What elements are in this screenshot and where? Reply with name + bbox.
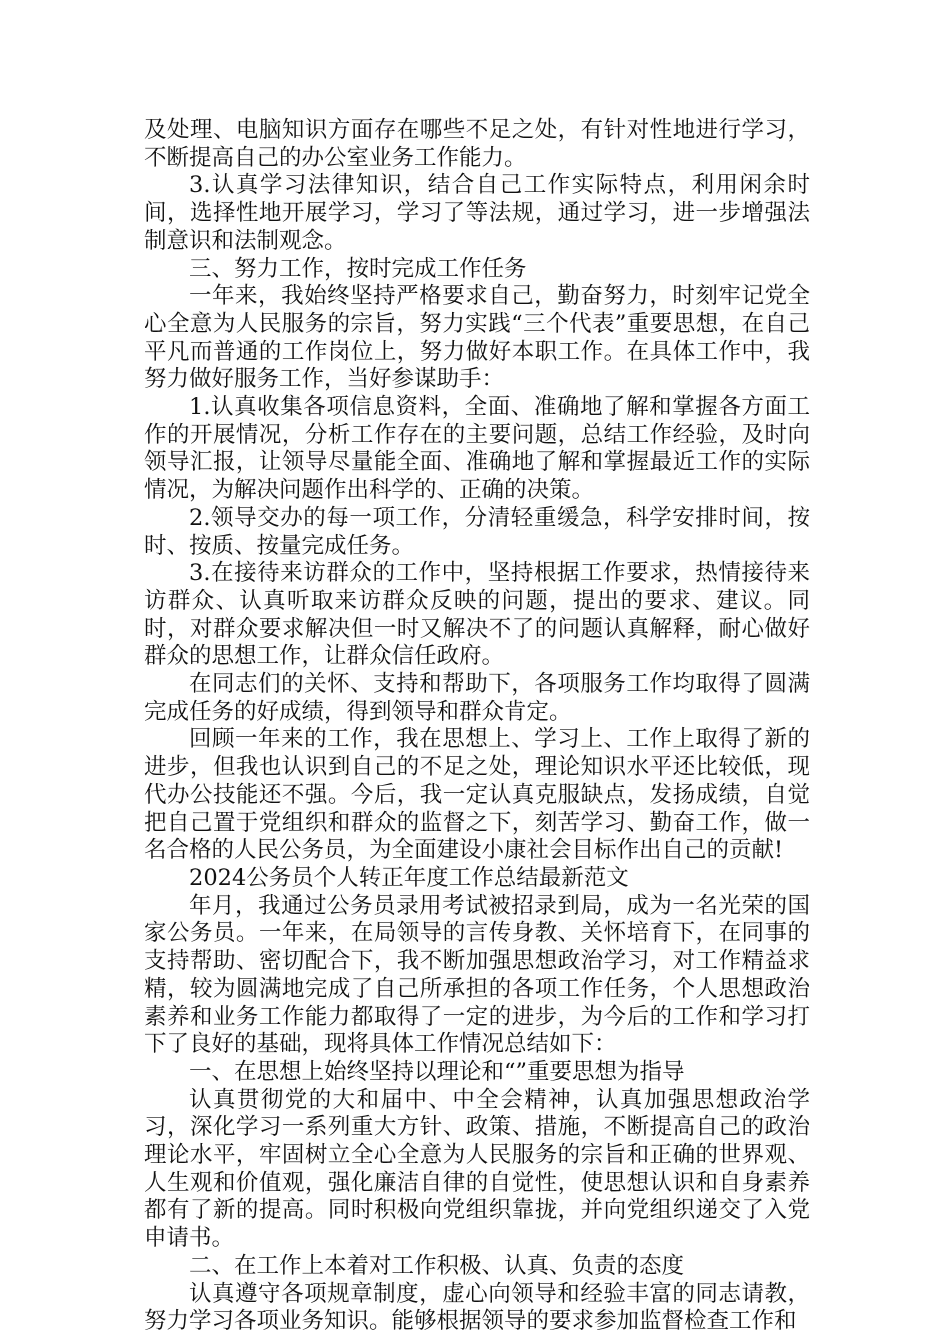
paragraph-intro: 年月，我通过公务员录用考试被招录到局，成为一名光荣的国家公务员。一年来，在局领导的言传身教、关怀培育下，在同事的支持帮助、密切配合下，我不断加强思想政治学习，对工作精益求精，较为圆满地完成了自己所承担的各项工作任务，个人思想政治素养和业务工作能力都取得了一定的进步，为今后的工作和学习打下了良好的基础，现将具体工作情况总结如下： — [144, 892, 810, 1058]
paragraph-item-1: 1.认真收集各项信息资料，全面、准确地了解和掌握各方面工作的开展情况，分析工作存在的主要问题，总结工作经验，及时向领导汇报，让领导尽量能全面、准确地了解和掌握最近工作的实际情况，为解决问题作出科学的、正确的决策。 — [144, 394, 810, 504]
article-title: 2024公务员个人转正年度工作总结最新范文 — [189, 864, 629, 891]
paragraph-law-study: 3.认真学习法律知识，结合自己工作实际特点，利用闲余时间，选择性地开展学习，学习了等法规，通过学习，进一步增强法制意识和法制观念。 — [144, 172, 810, 254]
paragraph-continuation: 及处理、电脑知识方面存在哪些不足之处，有针对性地进行学习，不断提高自己的办公室业务工作能力。 — [144, 117, 810, 171]
paragraph-item-2: 2.领导交办的每一项工作，分清轻重缓急，科学安排时间，按时、按质、按量完成任务。 — [144, 504, 810, 559]
paragraph-political-study: 认真贯彻党的大和届中、中全会精神，认真加强思想政治学习，深化学习一系列重大方针、政策、措施，不断提高自己的政治理论水平，牢固树立全心全意为人民服务的宗旨和正确的世界观、人生观和价值观，强化廉洁自律的自觉性，使思想认识和自身素养都有了新的提高。同时积极向党组织靠拢，并向党组织递交了入党申请书。 — [144, 1086, 810, 1252]
section-heading-2: 二、在工作上本着对工作积极、认真、负责的态度 — [189, 1252, 685, 1279]
paragraph-support: 在同志们的关怀、支持和帮助下，各项服务工作均取得了圆满完成任务的好成绩，得到领导和群众肯定。 — [144, 671, 810, 725]
paragraph-item-3: 3.在接待来访群众的工作中，坚持根据工作要求，热情接待来访群众、认真听取来访群众反映的问题，提出的要求、建议。同时，对群众要求解决但一时又解决不了的问题认真解释，耐心做好群众的思想工作，让群众信任政府。 — [144, 560, 810, 670]
paragraph-year-summary: 一年来，我始终坚持严格要求自己，勤奋努力，时刻牢记党全心全意为人民服务的宗旨，努力实践“三个代表”重要思想，在自己平凡而普通的工作岗位上，努力做好本职工作。在具体工作中，我努力做好服务工作，当好参谋助手： — [144, 283, 810, 393]
section-heading-1: 一、在思想上始终坚持以理论和“”重要思想为指导 — [189, 1058, 685, 1085]
paragraph-work-attitude: 认真遵守各项规章制度，虚心向领导和经验丰富的同志请教，努力学习各项业务知识。能够根据领导的要求参加监督检查工作和 — [144, 1280, 810, 1335]
section-heading-3: 三、努力工作，按时完成工作任务 — [189, 255, 527, 282]
paragraph-review: 回顾一年来的工作，我在思想上、学习上、工作上取得了新的进步，但我也认识到自己的不足之处，理论知识水平还比较低，现代办公技能还不强。今后，我一定认真克服缺点，发扬成绩，自觉把自己置于党组织和群众的监督之下，刻苦学习、勤奋工作，做一名合格的人民公务员，为全面建设小康社会目标作出自己的贡献! — [144, 726, 810, 864]
document-page — [144, 117, 810, 1336]
